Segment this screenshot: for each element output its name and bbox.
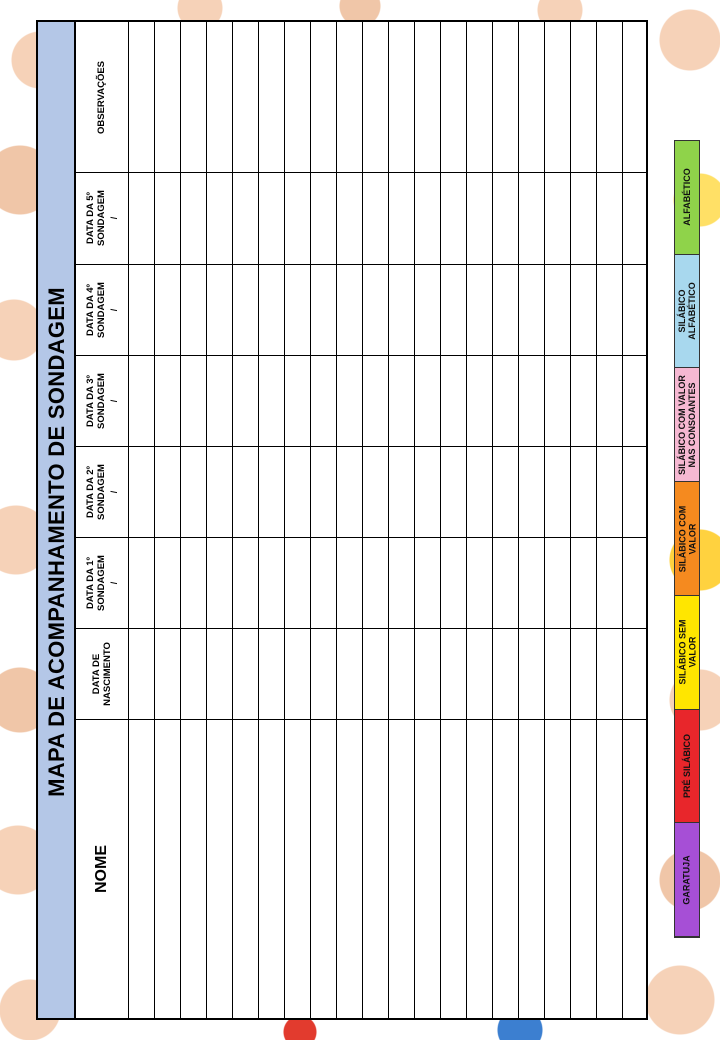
header-sondagem-1-line2: SONDAGEM bbox=[96, 554, 108, 611]
legend-item-label bbox=[682, 169, 692, 227]
legend-item bbox=[675, 368, 699, 482]
header-sondagem-3-line2: SONDAGEM bbox=[96, 372, 108, 429]
entry-column-divider bbox=[180, 22, 181, 1018]
entry-column-divider bbox=[258, 22, 259, 1018]
entry-column-divider bbox=[544, 22, 545, 1018]
entry-column-divider bbox=[518, 22, 519, 1018]
legend-label-line2: NAS CONSOANTES bbox=[687, 382, 697, 468]
date-slash: / bbox=[109, 490, 120, 493]
legend-item bbox=[675, 596, 699, 710]
header-sondagem-3 bbox=[76, 355, 128, 446]
entry-column-divider bbox=[622, 22, 623, 1018]
entry-column-divider bbox=[466, 22, 467, 1018]
header-sondagem-2-line1: DATA DA 2º bbox=[85, 465, 97, 518]
header-sondagem-3-line1: DATA DA 3º bbox=[85, 374, 97, 427]
legend-label-line2: ALFABÉTICO bbox=[687, 282, 697, 340]
legend-label-line1: PRÉ SILÁBICO bbox=[682, 733, 693, 798]
row-divider bbox=[76, 264, 646, 265]
header-sondagem-4-line1: DATA DA 4º bbox=[85, 283, 97, 336]
header-sondagem-5-line2: SONDAGEM bbox=[96, 190, 108, 246]
header-nome-label: NOME bbox=[93, 844, 110, 893]
legend-item bbox=[675, 710, 699, 824]
entry-column-divider bbox=[336, 22, 337, 1018]
header-sondagem-4 bbox=[76, 264, 128, 355]
entry-column-divider bbox=[440, 22, 441, 1018]
entry-column-divider bbox=[570, 22, 571, 1018]
row-divider bbox=[76, 537, 646, 538]
row-divider bbox=[76, 446, 646, 447]
legend-label-line1: SILÁBICO COM bbox=[677, 505, 687, 572]
entry-column-divider bbox=[232, 22, 233, 1018]
entry-column-divider bbox=[310, 22, 311, 1018]
legend-label-line2: VALOR bbox=[687, 636, 698, 668]
legend-item bbox=[675, 255, 699, 369]
legend-label-line1: SILÁBICO SEM bbox=[677, 619, 688, 685]
legend-item bbox=[675, 141, 699, 255]
sondagem-table bbox=[76, 22, 646, 1018]
row-divider bbox=[76, 172, 646, 173]
header-nascimento-line1: DATA DE bbox=[91, 653, 103, 694]
legend-item-label bbox=[682, 734, 692, 798]
legend-item-label bbox=[677, 375, 697, 475]
row-divider bbox=[76, 628, 646, 629]
header-sondagem-5 bbox=[76, 172, 128, 264]
header-sondagem-1-line1: DATA DA 1º bbox=[85, 556, 97, 609]
legend-label-line1: SILÁBICO COM VALOR bbox=[677, 374, 687, 475]
legend-item bbox=[675, 823, 699, 937]
entry-column-divider bbox=[596, 22, 597, 1018]
legend-label-line1: GARATUJA bbox=[682, 854, 692, 905]
header-nascimento bbox=[76, 628, 128, 719]
sondagem-sheet bbox=[36, 20, 648, 1020]
entry-column-divider bbox=[128, 22, 129, 1018]
legend-label-line1: ALFABÉTICO bbox=[682, 168, 692, 227]
date-slash: / bbox=[109, 216, 120, 220]
header-observacoes bbox=[76, 22, 128, 172]
row-divider bbox=[76, 719, 646, 720]
legend-label-line1: SILÁBICO bbox=[677, 289, 687, 333]
row-divider bbox=[76, 355, 646, 356]
entry-column-divider bbox=[414, 22, 415, 1018]
legend-item-label bbox=[677, 282, 697, 340]
legend-item bbox=[675, 482, 699, 596]
entry-column-divider bbox=[362, 22, 363, 1018]
legend-item-label bbox=[677, 620, 697, 685]
legend-label-line2: VALOR bbox=[687, 523, 697, 554]
entry-column-divider bbox=[492, 22, 493, 1018]
header-observacoes-label: OBSERVAÇÕES bbox=[96, 60, 108, 134]
legend bbox=[674, 140, 700, 938]
legend-item-label bbox=[682, 855, 692, 904]
title-band bbox=[38, 22, 76, 1018]
entry-column-divider bbox=[154, 22, 155, 1018]
header-sondagem-4-line2: SONDAGEM bbox=[96, 281, 108, 338]
page-title: MAPA DE ACOMPANHAMENTO DE SONDAGEM bbox=[44, 287, 69, 797]
header-sondagem-1 bbox=[76, 537, 128, 628]
legend-item-label bbox=[677, 505, 697, 572]
header-sondagem-5-line1: DATA DA 5º bbox=[85, 191, 97, 245]
header-nascimento-line2: NASCIMENTO bbox=[102, 641, 114, 706]
header-nome bbox=[76, 719, 128, 1018]
entry-column-divider bbox=[284, 22, 285, 1018]
header-sondagem-2-line2: SONDAGEM bbox=[96, 463, 108, 520]
date-slash: / bbox=[109, 399, 120, 402]
entry-column-divider bbox=[388, 22, 389, 1018]
date-slash: / bbox=[109, 581, 120, 584]
date-slash: / bbox=[109, 308, 120, 311]
header-sondagem-2 bbox=[76, 446, 128, 537]
entry-column-divider bbox=[206, 22, 207, 1018]
